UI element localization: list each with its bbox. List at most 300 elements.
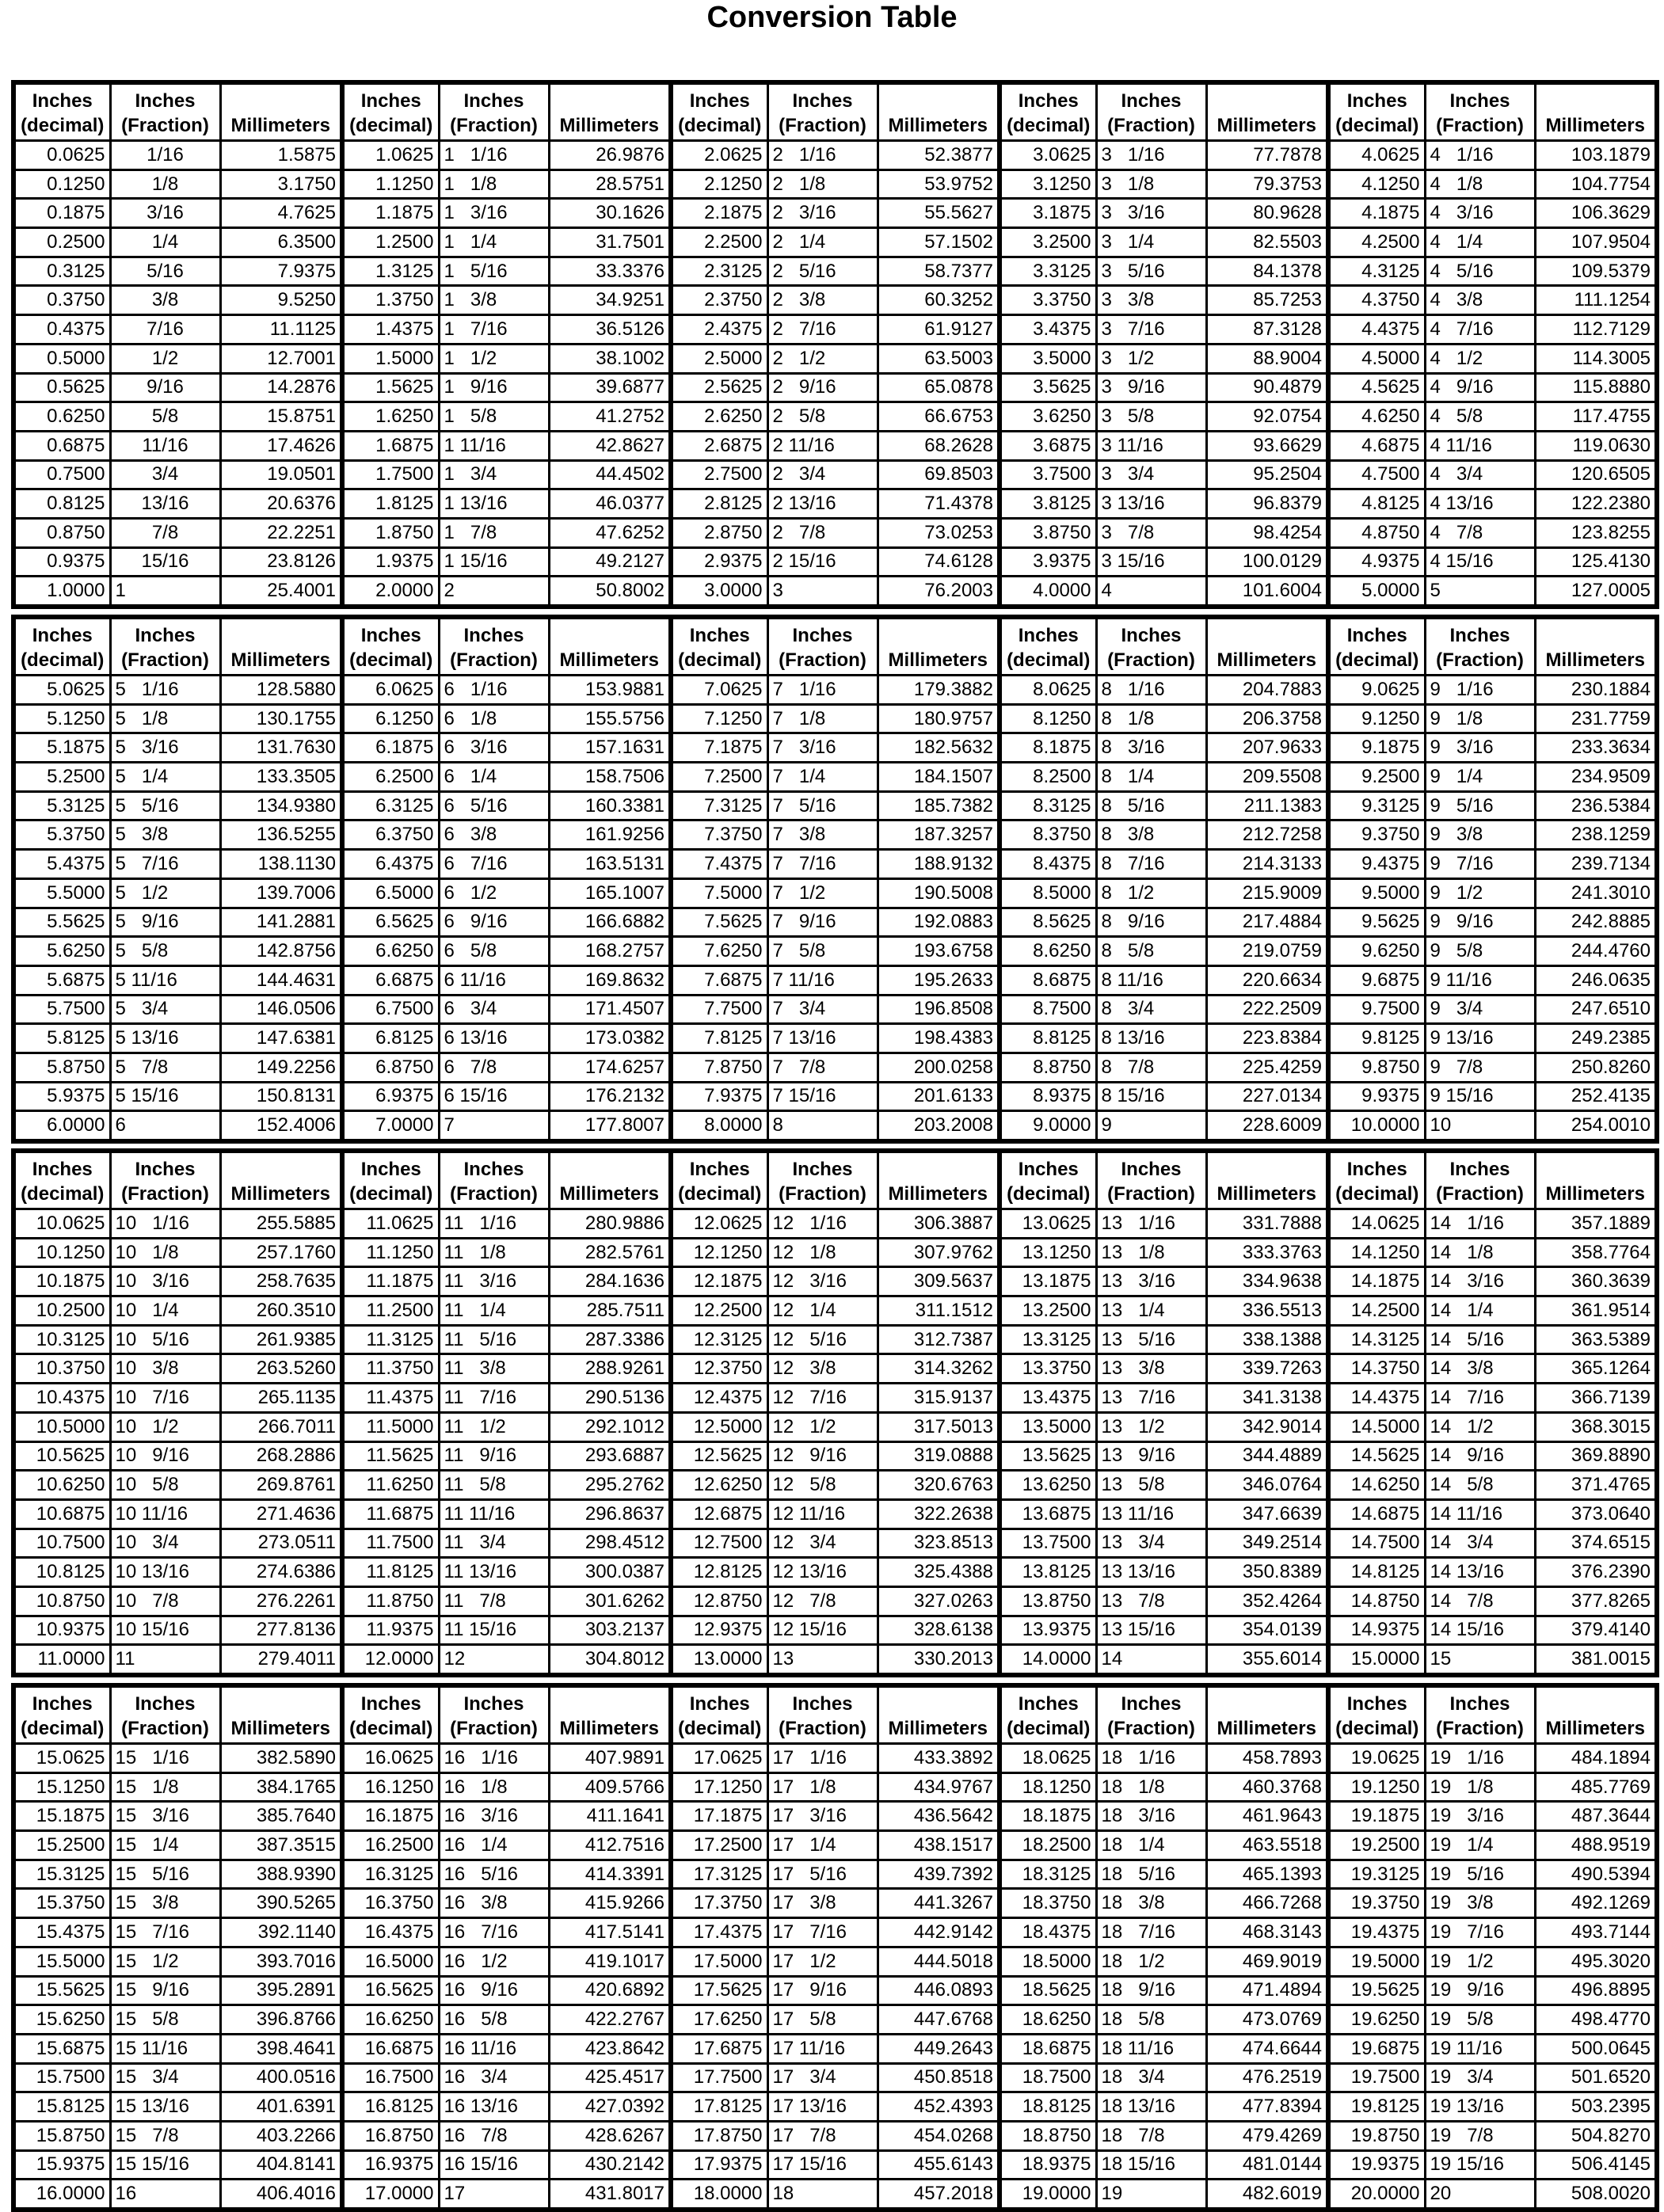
inches-decimal-cell: 11.6250 [342, 1471, 439, 1500]
inches-decimal-cell: 11.2500 [342, 1296, 439, 1326]
header-inches-fraction [1096, 1151, 1206, 1209]
millimeters-cell: 314.3262 [878, 1354, 1000, 1384]
millimeters-cell: 20.6376 [220, 489, 342, 519]
inches-fraction-cell: 10 5/16 [110, 1325, 220, 1354]
millimeters-cell: 339.7263 [1206, 1354, 1328, 1384]
header-inches-decimal [671, 1685, 767, 1744]
millimeters-cell: 215.9009 [1206, 878, 1328, 908]
inches-fraction-cell: 8 5/8 [1096, 937, 1206, 966]
inches-fraction-cell: 4 3/16 [1425, 199, 1535, 228]
millimeters-cell: 214.3133 [1206, 850, 1328, 879]
header-line: Millimeters [888, 649, 988, 671]
inches-fraction-cell: 13 3/8 [1096, 1354, 1206, 1384]
millimeters-cell: 125.4130 [1535, 547, 1657, 577]
inches-decimal-cell: 2.8125 [671, 489, 767, 519]
inches-decimal-cell: 12.8125 [671, 1558, 767, 1587]
table-row [13, 791, 1657, 820]
inches-fraction-cell: 9 1/4 [1425, 763, 1535, 792]
inches-decimal-cell: 3.5625 [1000, 373, 1096, 402]
inches-fraction-cell: 16 3/16 [439, 1802, 549, 1831]
millimeters-cell: 312.7387 [878, 1325, 1000, 1354]
millimeters-cell: 73.0253 [878, 518, 1000, 547]
inches-decimal-cell: 18.8750 [1000, 2121, 1096, 2150]
header-line: Inches [135, 1159, 196, 1180]
header-line: Inches [1346, 1159, 1407, 1180]
millimeters-cell: 269.8761 [220, 1471, 342, 1500]
inches-decimal-cell: 9.6250 [1328, 937, 1425, 966]
millimeters-cell: 388.9390 [220, 1860, 342, 1889]
inches-fraction-cell: 4 11/16 [1425, 431, 1535, 460]
inches-decimal-cell: 1.4375 [342, 315, 439, 345]
header-line: (Fraction) [121, 1183, 209, 1205]
inches-decimal-cell: 4.4375 [1328, 315, 1425, 345]
inches-decimal-cell: 7.8750 [671, 1053, 767, 1082]
header-line: Inches [360, 1693, 421, 1715]
millimeters-cell: 246.0635 [1535, 965, 1657, 995]
millimeters-cell: 490.5394 [1535, 1860, 1657, 1889]
header-line: Millimeters [1545, 115, 1645, 136]
table-row [13, 1529, 1657, 1558]
millimeters-cell: 492.1269 [1535, 1889, 1657, 1918]
inches-decimal-cell: 5.4375 [13, 850, 110, 879]
header-line: Millimeters [230, 1183, 330, 1205]
inches-decimal-cell: 15.4375 [13, 1918, 110, 1947]
header-inches-decimal [13, 1685, 110, 1744]
inches-fraction-cell: 2 13/16 [767, 489, 878, 519]
inches-decimal-cell: 13.5625 [1000, 1441, 1096, 1471]
millimeters-cell: 249.2385 [1535, 1024, 1657, 1053]
millimeters-cell: 300.0387 [549, 1558, 671, 1587]
inches-decimal-cell: 4.2500 [1328, 228, 1425, 257]
inches-decimal-cell: 6.1250 [342, 704, 439, 733]
millimeters-cell: 120.6505 [1535, 460, 1657, 489]
inches-fraction-cell: 1 [110, 577, 220, 607]
inches-fraction-cell: 2 1/16 [767, 141, 878, 170]
inches-fraction-cell: 2 9/16 [767, 373, 878, 402]
inches-decimal-cell: 6.8125 [342, 1024, 439, 1053]
table-row [13, 1354, 1657, 1384]
millimeters-cell: 295.2762 [549, 1471, 671, 1500]
table-row [13, 1499, 1657, 1529]
inches-decimal-cell: 4.5625 [1328, 373, 1425, 402]
inches-fraction-cell: 15 7/8 [110, 2121, 220, 2150]
inches-fraction-cell: 16 9/16 [439, 1976, 549, 2005]
inches-fraction-cell: 1 1/8 [439, 169, 549, 199]
inches-fraction-cell: 9 [1096, 1111, 1206, 1141]
inches-fraction-cell: 1 11/16 [439, 431, 549, 460]
millimeters-cell: 330.2013 [878, 1645, 1000, 1675]
inches-decimal-cell: 19.2500 [1328, 1831, 1425, 1860]
inches-fraction-cell: 9 5/8 [1425, 937, 1535, 966]
inches-decimal-cell: 11.5625 [342, 1441, 439, 1471]
inches-decimal-cell: 5.3125 [13, 791, 110, 820]
inches-decimal-cell: 7.6250 [671, 937, 767, 966]
inches-decimal-cell: 10.8125 [13, 1558, 110, 1587]
millimeters-cell: 476.2519 [1206, 2063, 1328, 2092]
header-line: Millimeters [888, 115, 988, 136]
millimeters-cell: 90.4879 [1206, 373, 1328, 402]
millimeters-cell: 15.8751 [220, 402, 342, 432]
inches-decimal-cell: 12.3125 [671, 1325, 767, 1354]
millimeters-cell: 469.9019 [1206, 1947, 1328, 1976]
inches-fraction-cell: 14 3/4 [1425, 1529, 1535, 1558]
millimeters-cell: 465.1393 [1206, 1860, 1328, 1889]
inches-decimal-cell: 14.1875 [1328, 1267, 1425, 1296]
table-row [13, 1384, 1657, 1413]
millimeters-cell: 152.4006 [220, 1111, 342, 1141]
header-line: (Fraction) [1436, 649, 1524, 671]
inches-decimal-cell: 1.5625 [342, 373, 439, 402]
table-row [13, 1616, 1657, 1645]
table-row [13, 2063, 1657, 2092]
inches-fraction-cell: 3 5/8 [1096, 402, 1206, 432]
inches-decimal-cell: 5.8125 [13, 1024, 110, 1053]
millimeters-cell: 160.3381 [549, 791, 671, 820]
millimeters-cell: 95.2504 [1206, 460, 1328, 489]
header-line: (decimal) [21, 1183, 105, 1205]
inches-fraction-cell: 6 3/4 [439, 995, 549, 1024]
inches-fraction-cell: 15 1/16 [110, 1744, 220, 1773]
millimeters-cell: 442.9142 [878, 1918, 1000, 1947]
header-millimeters [549, 617, 671, 676]
inches-decimal-cell: 3.0625 [1000, 141, 1096, 170]
inches-decimal-cell: 2.0000 [342, 577, 439, 607]
inches-decimal-cell: 19.0625 [1328, 1744, 1425, 1773]
millimeters-cell: 153.9881 [549, 676, 671, 705]
header-line: (Fraction) [1436, 1183, 1524, 1205]
inches-decimal-cell: 2.0625 [671, 141, 767, 170]
table-row [13, 820, 1657, 850]
millimeters-cell: 381.0015 [1535, 1645, 1657, 1675]
millimeters-cell: 123.8255 [1535, 518, 1657, 547]
inches-decimal-cell: 9.2500 [1328, 763, 1425, 792]
inches-fraction-cell: 15 3/16 [110, 1802, 220, 1831]
inches-fraction-cell: 2 7/16 [767, 315, 878, 345]
inches-fraction-cell: 8 15/16 [1096, 1082, 1206, 1111]
inches-decimal-cell: 19.0000 [1000, 2180, 1096, 2210]
inches-decimal-cell: 3.3125 [1000, 257, 1096, 286]
table-row [13, 1889, 1657, 1918]
header-line: (decimal) [1335, 1718, 1419, 1739]
header-line: Inches [1346, 90, 1407, 112]
inches-fraction-cell: 12 1/8 [767, 1238, 878, 1267]
millimeters-cell: 328.6138 [878, 1616, 1000, 1645]
millimeters-cell: 358.7764 [1535, 1238, 1657, 1267]
inches-decimal-cell: 18.3125 [1000, 1860, 1096, 1889]
inches-fraction-cell: 7/8 [110, 518, 220, 547]
millimeters-cell: 487.3644 [1535, 1802, 1657, 1831]
inches-decimal-cell: 0.6250 [13, 402, 110, 432]
millimeters-cell: 84.1378 [1206, 257, 1328, 286]
inches-decimal-cell: 0.1250 [13, 169, 110, 199]
millimeters-cell: 493.7144 [1535, 1918, 1657, 1947]
millimeters-cell: 452.4393 [878, 2092, 1000, 2122]
millimeters-cell: 398.4641 [220, 2034, 342, 2063]
inches-fraction-cell: 18 7/16 [1096, 1918, 1206, 1947]
millimeters-cell: 460.3768 [1206, 1772, 1328, 1802]
millimeters-cell: 360.3639 [1535, 1267, 1657, 1296]
inches-fraction-cell: 18 3/8 [1096, 1889, 1206, 1918]
millimeters-cell: 430.2142 [549, 2150, 671, 2180]
millimeters-cell: 377.8265 [1535, 1586, 1657, 1616]
inches-decimal-cell: 16.5625 [342, 1976, 439, 2005]
inches-decimal-cell: 13.8125 [1000, 1558, 1096, 1587]
millimeters-cell: 173.0382 [549, 1024, 671, 1053]
table-row [13, 676, 1657, 705]
inches-decimal-cell: 4.6250 [1328, 402, 1425, 432]
inches-fraction-cell: 14 1/4 [1425, 1296, 1535, 1326]
inches-fraction-cell: 7 3/4 [767, 995, 878, 1024]
inches-fraction-cell: 14 3/8 [1425, 1354, 1535, 1384]
header-millimeters [1206, 617, 1328, 676]
inches-fraction-cell: 8 1/16 [1096, 676, 1206, 705]
inches-decimal-cell: 9.5000 [1328, 878, 1425, 908]
inches-fraction-cell: 3 3/4 [1096, 460, 1206, 489]
millimeters-cell: 192.0883 [878, 908, 1000, 937]
inches-fraction-cell: 1 9/16 [439, 373, 549, 402]
inches-fraction-cell: 16 7/8 [439, 2121, 549, 2150]
inches-fraction-cell: 1 1/2 [439, 344, 549, 373]
inches-decimal-cell: 1.8750 [342, 518, 439, 547]
millimeters-cell: 415.9266 [549, 1889, 671, 1918]
inches-fraction-cell: 16 1/8 [439, 1772, 549, 1802]
millimeters-cell: 338.1388 [1206, 1325, 1328, 1354]
millimeters-cell: 111.1254 [1535, 286, 1657, 315]
millimeters-cell: 279.4011 [220, 1645, 342, 1675]
millimeters-cell: 342.9014 [1206, 1412, 1328, 1441]
millimeters-cell: 395.2891 [220, 1976, 342, 2005]
millimeters-cell: 107.9504 [1535, 228, 1657, 257]
inches-decimal-cell: 3.8125 [1000, 489, 1096, 519]
header-millimeters [1535, 617, 1657, 676]
inches-fraction-cell: 2 11/16 [767, 431, 878, 460]
header-inches-fraction [767, 82, 878, 141]
inches-fraction-cell: 13/16 [110, 489, 220, 519]
inches-decimal-cell: 17.5000 [671, 1947, 767, 1976]
millimeters-cell: 406.4016 [220, 2180, 342, 2210]
inches-decimal-cell: 9.0000 [1000, 1111, 1096, 1141]
inches-decimal-cell: 7.1250 [671, 704, 767, 733]
inches-decimal-cell: 10.6250 [13, 1471, 110, 1500]
inches-decimal-cell: 14.3125 [1328, 1325, 1425, 1354]
inches-decimal-cell: 8.6250 [1000, 937, 1096, 966]
millimeters-cell: 282.5761 [549, 1238, 671, 1267]
millimeters-cell: 265.1135 [220, 1384, 342, 1413]
millimeters-cell: 141.2881 [220, 908, 342, 937]
inches-decimal-cell: 15.0625 [13, 1744, 110, 1773]
inches-decimal-cell: 5.8750 [13, 1053, 110, 1082]
inches-fraction-cell: 4 1/2 [1425, 344, 1535, 373]
inches-decimal-cell: 3.5000 [1000, 344, 1096, 373]
inches-decimal-cell: 17.1250 [671, 1772, 767, 1802]
inches-fraction-cell: 3 7/16 [1096, 315, 1206, 345]
millimeters-cell: 504.8270 [1535, 2121, 1657, 2150]
millimeters-cell: 260.3510 [220, 1296, 342, 1326]
inches-fraction-cell: 8 7/8 [1096, 1053, 1206, 1082]
inches-fraction-cell: 15 1/4 [110, 1831, 220, 1860]
millimeters-cell: 147.6381 [220, 1024, 342, 1053]
inches-fraction-cell: 13 1/2 [1096, 1412, 1206, 1441]
millimeters-cell: 134.9380 [220, 791, 342, 820]
inches-decimal-cell: 10.4375 [13, 1384, 110, 1413]
millimeters-cell: 434.9767 [878, 1772, 1000, 1802]
inches-decimal-cell: 12.6875 [671, 1499, 767, 1529]
header-line: Millimeters [230, 649, 330, 671]
header-line: (Fraction) [1107, 115, 1195, 136]
inches-fraction-cell: 3 9/16 [1096, 373, 1206, 402]
inches-decimal-cell: 1.1250 [342, 169, 439, 199]
inches-fraction-cell: 1 7/8 [439, 518, 549, 547]
inches-decimal-cell: 2.3750 [671, 286, 767, 315]
inches-fraction-cell: 9 13/16 [1425, 1024, 1535, 1053]
inches-decimal-cell: 16.1250 [342, 1772, 439, 1802]
inches-decimal-cell: 17.0625 [671, 1744, 767, 1773]
inches-fraction-cell: 7 1/16 [767, 676, 878, 705]
millimeters-cell: 242.8885 [1535, 908, 1657, 937]
inches-decimal-cell: 17.5625 [671, 1976, 767, 2005]
millimeters-cell: 419.1017 [549, 1947, 671, 1976]
inches-decimal-cell: 18.0000 [671, 2180, 767, 2210]
table-row [13, 315, 1657, 345]
millimeters-cell: 276.2261 [220, 1586, 342, 1616]
header-line: Inches [792, 1159, 853, 1180]
inches-fraction-cell: 16 7/16 [439, 1918, 549, 1947]
inches-fraction-cell: 5 1/8 [110, 704, 220, 733]
inches-fraction-cell: 10 1/2 [110, 1412, 220, 1441]
millimeters-cell: 454.0268 [878, 2121, 1000, 2150]
inches-decimal-cell: 3.1250 [1000, 169, 1096, 199]
millimeters-cell: 109.5379 [1535, 257, 1657, 286]
header-line: Millimeters [888, 1183, 988, 1205]
inches-decimal-cell: 3.8750 [1000, 518, 1096, 547]
inches-fraction-cell: 8 3/4 [1096, 995, 1206, 1024]
header-inches-fraction [1096, 82, 1206, 141]
header-line: Inches [360, 1159, 421, 1180]
millimeters-cell: 361.9514 [1535, 1296, 1657, 1326]
inches-decimal-cell: 19.5625 [1328, 1976, 1425, 2005]
millimeters-cell: 34.9251 [549, 286, 671, 315]
inches-fraction-cell: 2 1/4 [767, 228, 878, 257]
millimeters-cell: 212.7258 [1206, 820, 1328, 850]
inches-fraction-cell: 2 1/2 [767, 344, 878, 373]
inches-decimal-cell: 3.6250 [1000, 402, 1096, 432]
millimeters-cell: 366.7139 [1535, 1384, 1657, 1413]
inches-decimal-cell: 0.2500 [13, 228, 110, 257]
header-line: Inches [689, 1159, 750, 1180]
table-row [13, 1412, 1657, 1441]
inches-decimal-cell: 2.6250 [671, 402, 767, 432]
millimeters-cell: 241.3010 [1535, 878, 1657, 908]
inches-fraction-cell: 7/16 [110, 315, 220, 345]
inches-fraction-cell: 17 1/4 [767, 1831, 878, 1860]
inches-decimal-cell: 13.9375 [1000, 1616, 1096, 1645]
header-line: Inches [1018, 1159, 1079, 1180]
millimeters-cell: 446.0893 [878, 1976, 1000, 2005]
conversion-table-block [11, 615, 1659, 1144]
inches-decimal-cell: 0.4375 [13, 315, 110, 345]
millimeters-cell: 304.8012 [549, 1645, 671, 1675]
millimeters-cell: 331.7888 [1206, 1209, 1328, 1239]
millimeters-cell: 374.6515 [1535, 1529, 1657, 1558]
table-row [13, 1325, 1657, 1354]
inches-decimal-cell: 0.9375 [13, 547, 110, 577]
header-inches-fraction [1425, 1151, 1535, 1209]
inches-decimal-cell: 2.5000 [671, 344, 767, 373]
table-row [13, 937, 1657, 966]
inches-fraction-cell: 5 1/2 [110, 878, 220, 908]
header-line: (Fraction) [1436, 115, 1524, 136]
millimeters-cell: 387.3515 [220, 1831, 342, 1860]
millimeters-cell: 6.3500 [220, 228, 342, 257]
inches-decimal-cell: 10.1250 [13, 1238, 110, 1267]
millimeters-cell: 217.4884 [1206, 908, 1328, 937]
header-line: Inches [463, 90, 524, 112]
header-line: Inches [463, 1693, 524, 1715]
inches-fraction-cell: 4 7/16 [1425, 315, 1535, 345]
table-row [13, 373, 1657, 402]
millimeters-cell: 98.4254 [1206, 518, 1328, 547]
inches-fraction-cell: 12 13/16 [767, 1558, 878, 1587]
inches-fraction-cell: 17 3/8 [767, 1889, 878, 1918]
inches-fraction-cell: 10 7/8 [110, 1586, 220, 1616]
inches-fraction-cell: 12 5/8 [767, 1471, 878, 1500]
inches-decimal-cell: 12.0000 [342, 1645, 439, 1675]
inches-decimal-cell: 1.0625 [342, 141, 439, 170]
inches-decimal-cell: 17.0000 [342, 2180, 439, 2210]
inches-decimal-cell: 18.6250 [1000, 2005, 1096, 2035]
inches-fraction-cell: 9 3/16 [1425, 733, 1535, 763]
table-row [13, 460, 1657, 489]
inches-fraction-cell: 12 5/16 [767, 1325, 878, 1354]
header-line: Inches [32, 1693, 93, 1715]
header-inches-fraction [1425, 82, 1535, 141]
millimeters-cell: 133.3505 [220, 763, 342, 792]
millimeters-cell: 244.4760 [1535, 937, 1657, 966]
millimeters-cell: 79.3753 [1206, 169, 1328, 199]
header-line: Inches [1449, 90, 1510, 112]
inches-fraction-cell: 12 11/16 [767, 1499, 878, 1529]
header-line: (decimal) [678, 1718, 762, 1739]
header-inches-decimal [1000, 82, 1096, 141]
table-row [13, 228, 1657, 257]
millimeters-cell: 376.2390 [1535, 1558, 1657, 1587]
millimeters-cell: 209.5508 [1206, 763, 1328, 792]
millimeters-cell: 131.7630 [220, 733, 342, 763]
inches-fraction-cell: 12 1/16 [767, 1209, 878, 1239]
millimeters-cell: 166.6882 [549, 908, 671, 937]
header-inches-decimal [1328, 617, 1425, 676]
inches-decimal-cell: 12.1250 [671, 1238, 767, 1267]
millimeters-cell: 384.1765 [220, 1772, 342, 1802]
millimeters-cell: 247.6510 [1535, 995, 1657, 1024]
millimeters-cell: 139.7006 [220, 878, 342, 908]
inches-decimal-cell: 4.5000 [1328, 344, 1425, 373]
inches-decimal-cell: 11.4375 [342, 1384, 439, 1413]
inches-decimal-cell: 8.0625 [1000, 676, 1096, 705]
millimeters-cell: 363.5389 [1535, 1325, 1657, 1354]
inches-fraction-cell: 19 11/16 [1425, 2034, 1535, 2063]
inches-decimal-cell: 3.0000 [671, 577, 767, 607]
millimeters-cell: 33.3376 [549, 257, 671, 286]
inches-decimal-cell: 9.4375 [1328, 850, 1425, 879]
millimeters-cell: 128.5880 [220, 676, 342, 705]
header-line: Inches [32, 1159, 93, 1180]
header-line: Millimeters [1545, 1183, 1645, 1205]
inches-decimal-cell: 7.7500 [671, 995, 767, 1024]
millimeters-cell: 92.0754 [1206, 402, 1328, 432]
inches-fraction-cell: 7 7/16 [767, 850, 878, 879]
millimeters-cell: 220.6634 [1206, 965, 1328, 995]
